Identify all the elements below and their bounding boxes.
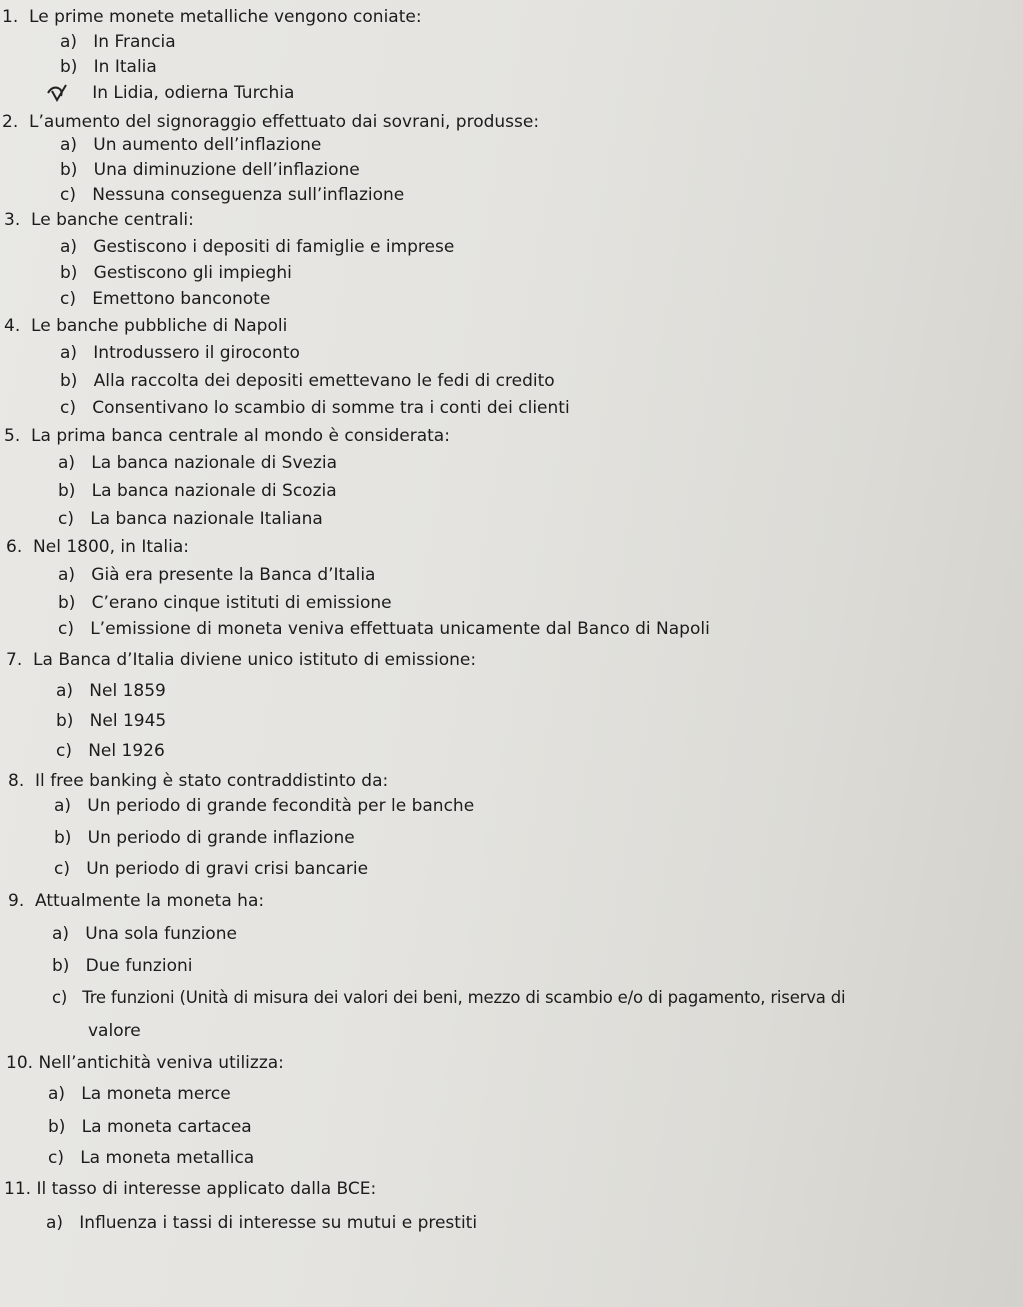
- option-letter: b): [54, 828, 72, 848]
- option-text: In Francia: [93, 32, 176, 52]
- option-text: La moneta merce: [81, 1084, 231, 1104]
- option-9c: [52, 987, 845, 1009]
- option-letter: b): [60, 371, 78, 391]
- option-text: La moneta cartacea: [81, 1117, 252, 1137]
- question-text: Le prime monete metalliche vengono coniate:: [29, 7, 422, 27]
- question-number: 9.: [8, 891, 25, 911]
- option-4c: [60, 397, 570, 419]
- question-number: 1.: [2, 7, 19, 27]
- option-letter: c): [60, 398, 76, 418]
- option-8b: [54, 827, 355, 849]
- question-number: 3.: [4, 210, 21, 230]
- question-9: [8, 890, 264, 912]
- option-letter: a): [60, 135, 78, 155]
- handwritten-check-icon: [46, 83, 68, 103]
- option-letter: c): [60, 185, 76, 205]
- option-letter: a): [52, 924, 70, 944]
- option-text: Già era presente la Banca d’Italia: [91, 565, 376, 585]
- question-number: 2.: [2, 112, 19, 132]
- question-text: Nel 1800, in Italia:: [33, 537, 190, 557]
- option-letter: b): [56, 711, 74, 731]
- option-letter: c): [58, 509, 74, 529]
- option-1b: [60, 56, 157, 78]
- question-number: 6.: [6, 537, 23, 557]
- option-2b: [60, 159, 360, 181]
- option-text: Alla raccolta dei depositi emettevano le fedi di credito: [93, 371, 555, 391]
- option-4b: [60, 370, 555, 392]
- option-3a: [60, 236, 454, 258]
- option-7c: [56, 740, 165, 762]
- option-letter: b): [60, 57, 78, 77]
- question-text: Il free banking è stato contraddistinto da:: [35, 771, 389, 791]
- question-number: 7.: [6, 650, 23, 670]
- option-letter: b): [58, 481, 76, 501]
- question-4: [4, 315, 287, 337]
- option-text: Nel 1859: [89, 681, 166, 701]
- option-letter: c): [60, 289, 76, 309]
- option-10c: [48, 1147, 254, 1169]
- option-letter: b): [60, 263, 78, 283]
- option-9a: [52, 923, 237, 945]
- question-number: 4.: [4, 316, 21, 336]
- option-text: Gestiscono gli impieghi: [93, 263, 292, 283]
- question-text: Le banche centrali:: [31, 210, 194, 230]
- option-10a: [48, 1083, 231, 1105]
- question-2: [2, 111, 539, 133]
- option-text: In Italia: [93, 57, 157, 77]
- question-11: [4, 1178, 376, 1200]
- option-letter: b): [52, 956, 70, 976]
- option-text: Gestiscono i depositi di famiglie e imprese: [93, 237, 455, 257]
- option-11a: [46, 1212, 477, 1234]
- option-text: Nessuna conseguenza sull’inflazione: [92, 185, 405, 205]
- option-9c-continuation: valore: [88, 1021, 141, 1041]
- option-text: Due funzioni: [85, 956, 193, 976]
- option-letter: a): [60, 343, 78, 363]
- option-letter: b): [60, 160, 78, 180]
- option-2a: [60, 134, 321, 156]
- option-text: Nel 1926: [88, 741, 165, 761]
- option-letter: a): [48, 1084, 66, 1104]
- option-text: L’emissione di moneta veniva effettuata unicamente dal Banco di Napoli: [90, 619, 710, 639]
- question-number: 5.: [4, 426, 21, 446]
- option-text: Un aumento dell’inflazione: [93, 135, 322, 155]
- option-text: Consentivano lo scambio di somme tra i conti dei clienti: [92, 398, 570, 418]
- option-letter: c): [58, 619, 74, 639]
- question-7: [6, 649, 476, 671]
- question-text: La prima banca centrale al mondo è considerata:: [31, 426, 450, 446]
- question-6: [6, 536, 189, 558]
- option-text: Una sola funzione: [85, 924, 237, 944]
- option-3b: [60, 262, 292, 284]
- option-1a: [60, 31, 176, 53]
- question-5: [4, 425, 450, 447]
- option-letter: a): [46, 1213, 64, 1233]
- option-letter: c): [54, 859, 70, 879]
- option-5a: [58, 452, 337, 474]
- option-letter: c): [56, 741, 72, 761]
- option-1c: [60, 82, 294, 104]
- option-2c: [60, 184, 404, 206]
- option-text: Un periodo di grande fecondità per le banche: [87, 796, 475, 816]
- question-10: [6, 1052, 284, 1074]
- question-8: [8, 770, 388, 792]
- question-text: La Banca d’Italia diviene unico istituto di emissione:: [33, 650, 477, 670]
- option-4a: [60, 342, 300, 364]
- option-text: La moneta metallica: [80, 1148, 255, 1168]
- option-6c: [58, 618, 710, 640]
- option-letter: b): [48, 1117, 66, 1137]
- option-6a: [58, 564, 375, 586]
- option-letter: a): [58, 453, 76, 473]
- option-letter: c): [52, 988, 68, 1007]
- option-text: Emettono banconote: [92, 289, 271, 309]
- option-text: Influenza i tassi di interesse su mutui e prestiti: [79, 1213, 478, 1233]
- option-5c: [58, 508, 323, 530]
- option-text: Nel 1945: [89, 711, 167, 731]
- option-text: La banca nazionale di Scozia: [91, 481, 337, 501]
- option-8c: [54, 858, 368, 880]
- option-text: La banca nazionale di Svezia: [91, 453, 338, 473]
- option-text: Una diminuzione dell’inflazione: [93, 160, 360, 180]
- option-text: Un periodo di gravi crisi bancarie: [86, 859, 369, 879]
- option-letter: a): [58, 565, 76, 585]
- option-letter: a): [60, 32, 78, 52]
- option-8a: [54, 795, 474, 817]
- option-text: Un periodo di grande inflazione: [87, 828, 355, 848]
- option-text: Tre funzioni (Unità di misura dei valori dei beni, mezzo di scambio e/o di pagamento, riserva di: [82, 988, 846, 1007]
- option-text: La banca nazionale Italiana: [90, 509, 323, 529]
- question-number: 10.: [6, 1053, 34, 1073]
- option-letter: a): [56, 681, 74, 701]
- question-text: Attualmente la moneta ha:: [35, 891, 265, 911]
- option-text: In Lidia, odierna Turchia: [92, 83, 295, 103]
- option-5b: [58, 480, 337, 502]
- option-7b: [56, 710, 166, 732]
- question-3: [4, 209, 194, 231]
- question-text: Il tasso di interesse applicato dalla BCE:: [36, 1179, 377, 1199]
- option-letter: c): [48, 1148, 64, 1168]
- question-text: Nell’antichità veniva utilizza:: [38, 1053, 284, 1073]
- question-text: L’aumento del signoraggio effettuato dai sovrani, produsse:: [29, 112, 540, 132]
- option-letter: b): [58, 593, 76, 613]
- question-number: 8.: [8, 771, 25, 791]
- option-letter: a): [54, 796, 72, 816]
- option-9b: [52, 955, 192, 977]
- question-text: Le banche pubbliche di Napoli: [31, 316, 288, 336]
- option-text: Introdussero il giroconto: [93, 343, 300, 363]
- option-letter: a): [60, 237, 78, 257]
- option-6b: [58, 592, 392, 614]
- option-text: C’erano cinque istituti di emissione: [91, 593, 392, 613]
- option-3c: [60, 288, 270, 310]
- question-1: [2, 6, 422, 28]
- option-7a: [56, 680, 166, 702]
- question-number: 11.: [4, 1179, 32, 1199]
- option-10b: [48, 1116, 252, 1138]
